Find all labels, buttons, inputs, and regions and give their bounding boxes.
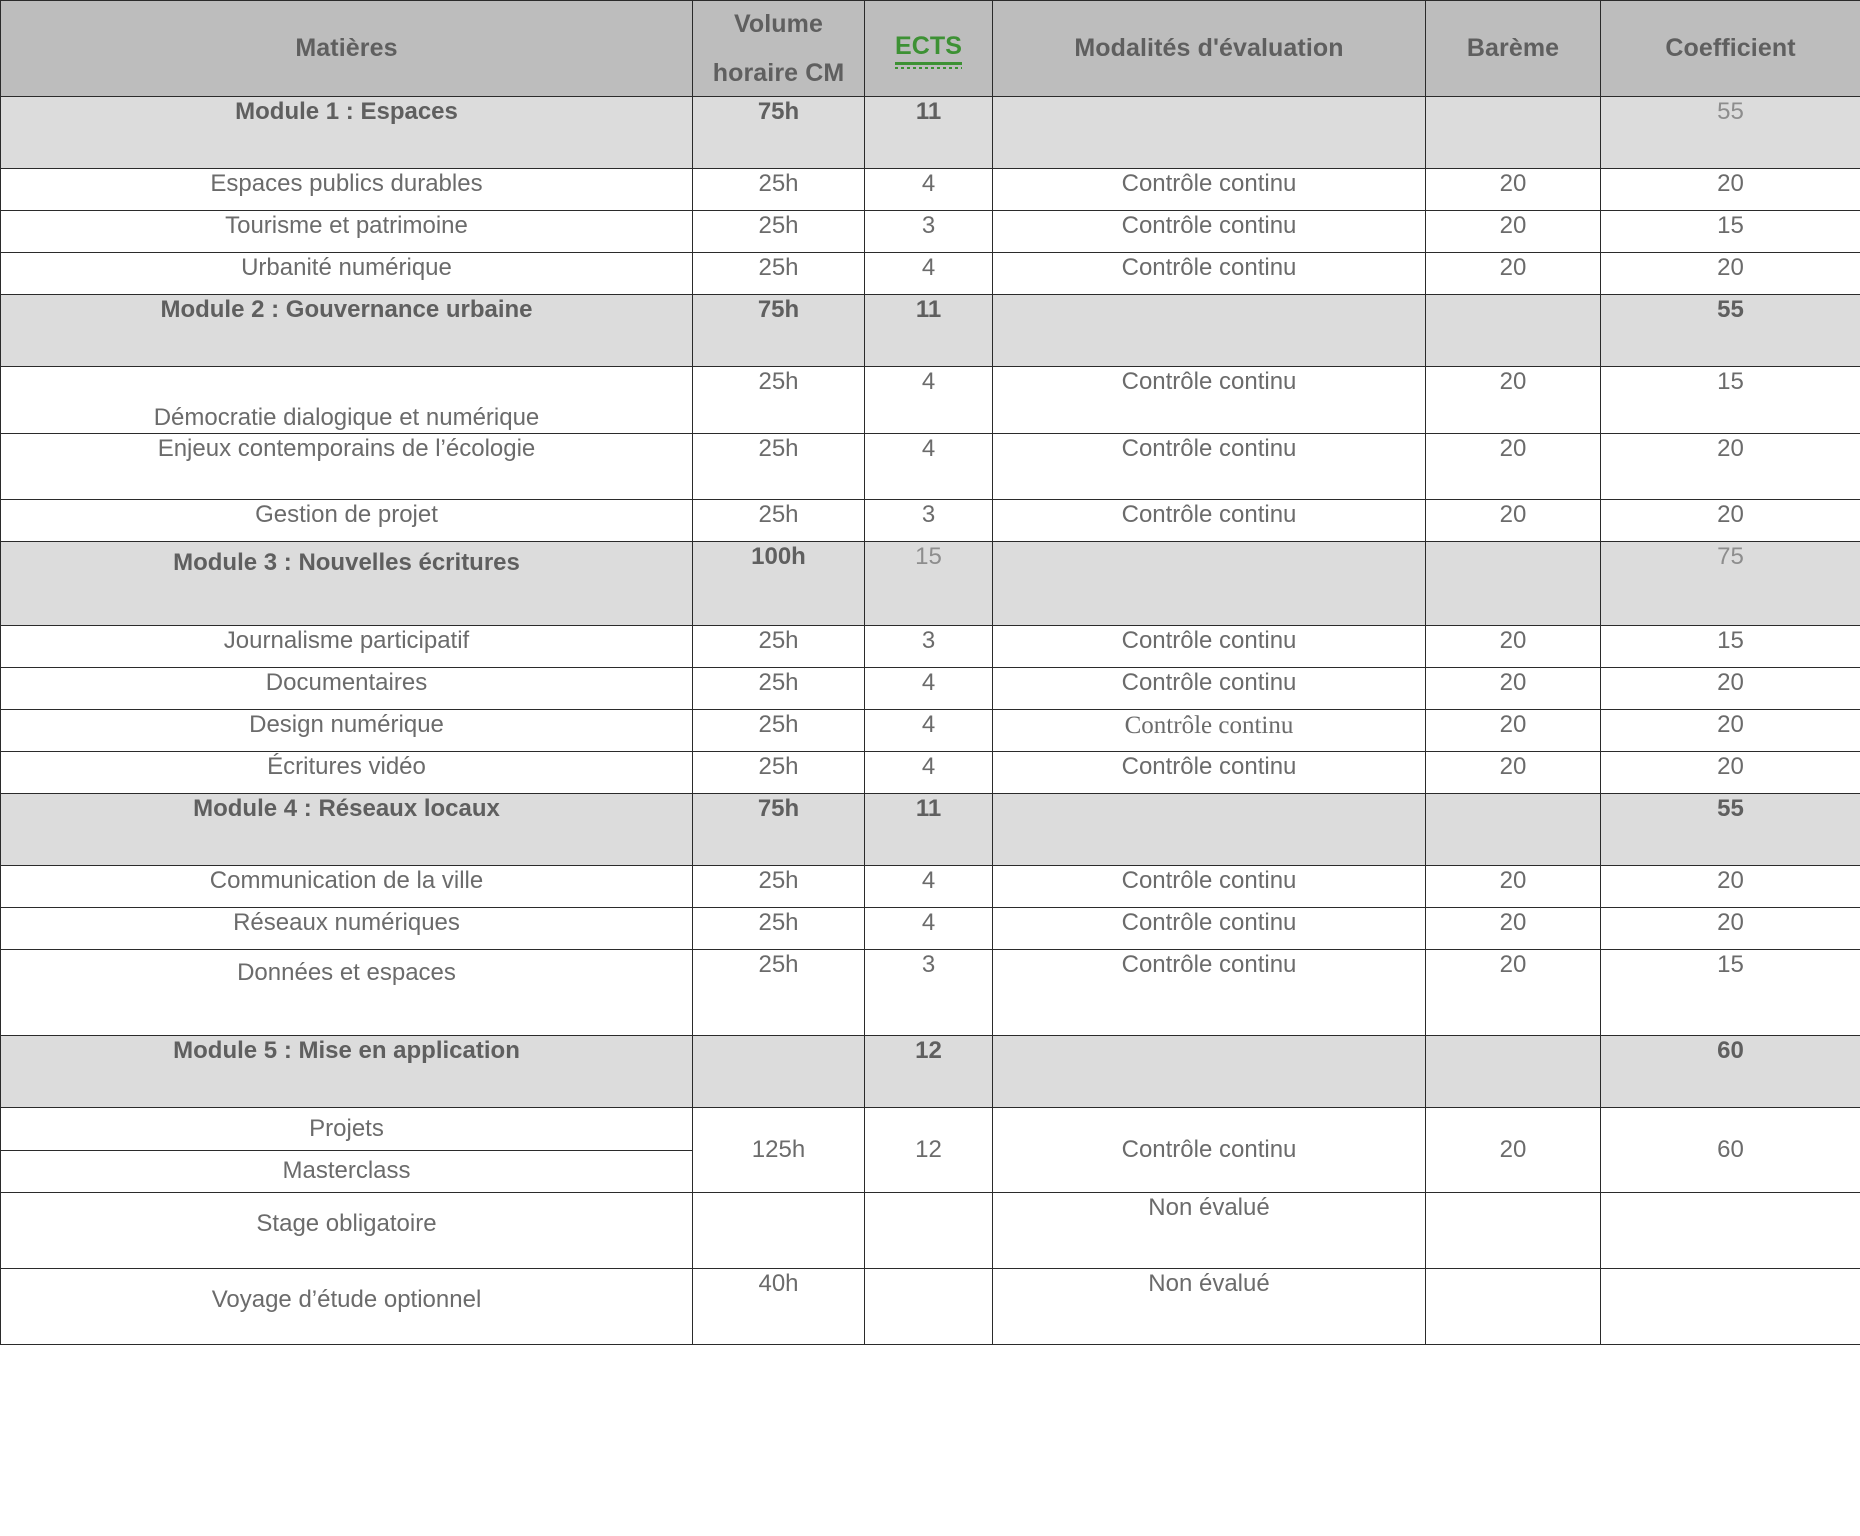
ects-cell-text: 11 bbox=[915, 795, 942, 822]
coefficient-cell-text: 75 bbox=[1717, 543, 1744, 570]
matieres-cell-text: Design numérique bbox=[249, 711, 444, 738]
coefficient-cell bbox=[1601, 794, 1860, 866]
matieres-cell-text: Tourisme et patrimoine bbox=[225, 212, 468, 239]
coefficient-cell bbox=[1601, 866, 1860, 908]
modalites-cell bbox=[993, 500, 1426, 542]
ects-cell-text: 11 bbox=[915, 296, 942, 323]
modalites-cell-text: Contrôle continu bbox=[1121, 254, 1297, 281]
modalites-cell bbox=[993, 668, 1426, 710]
bareme-cell-text: 20 bbox=[1499, 867, 1527, 894]
volume-cell bbox=[693, 1108, 865, 1193]
coefficient-cell-text: 55 bbox=[1717, 98, 1744, 125]
volume-cell bbox=[693, 169, 865, 211]
ects-cell-text: 12 bbox=[915, 1037, 942, 1064]
table-row bbox=[1, 434, 1860, 500]
matieres-cell-text: Documentaires bbox=[265, 669, 428, 696]
table-row bbox=[1, 866, 1860, 908]
coefficient-cell-text: 55 bbox=[1717, 795, 1744, 822]
volume-cell bbox=[693, 710, 865, 752]
bareme-cell-text: 20 bbox=[1499, 909, 1527, 936]
table-row bbox=[1, 626, 1860, 668]
modalites-cell bbox=[993, 169, 1426, 211]
bareme-cell-text: 20 bbox=[1499, 435, 1527, 462]
table-header-row bbox=[1, 1, 1860, 97]
column-header-matieres-label: Matières bbox=[295, 34, 398, 62]
bareme-cell-text: 20 bbox=[1499, 951, 1527, 978]
table-row bbox=[1, 1193, 1860, 1269]
modalites-cell bbox=[993, 1269, 1426, 1345]
coefficient-cell bbox=[1601, 500, 1860, 542]
modalites-cell bbox=[993, 794, 1426, 866]
bareme-cell-text: 20 bbox=[1499, 627, 1527, 654]
matieres-cell bbox=[1, 752, 693, 794]
volume-cell bbox=[693, 908, 865, 950]
coefficient-cell-text: 20 bbox=[1717, 435, 1744, 462]
coefficient-cell-text: 20 bbox=[1717, 867, 1744, 894]
coefficient-cell-text: 15 bbox=[1717, 951, 1744, 978]
coefficient-cell-text: 60 bbox=[1717, 1037, 1744, 1064]
coefficient-cell-text: 55 bbox=[1717, 296, 1744, 323]
subject-name-masterclass: Masterclass bbox=[282, 1157, 411, 1185]
matieres-cell bbox=[1, 253, 693, 295]
volume-cell-text: 125h bbox=[751, 1136, 806, 1163]
bareme-cell-text: 20 bbox=[1499, 753, 1527, 780]
modalites-cell bbox=[993, 866, 1426, 908]
bareme-cell-text: 20 bbox=[1499, 212, 1527, 239]
bareme-cell bbox=[1426, 97, 1601, 169]
ects-cell bbox=[865, 1193, 993, 1269]
modalites-cell-text: Contrôle continu bbox=[1121, 212, 1297, 239]
matieres-cell-text: Espaces publics durables bbox=[210, 170, 483, 197]
ects-cell-text: 4 bbox=[921, 435, 936, 462]
ects-cell bbox=[865, 97, 993, 169]
column-header-volume-line1: Volume bbox=[733, 9, 824, 38]
volume-cell-text: 25h bbox=[758, 711, 799, 738]
coefficient-cell bbox=[1601, 295, 1860, 367]
coefficient-cell bbox=[1601, 434, 1860, 500]
bareme-cell bbox=[1426, 1108, 1601, 1193]
bareme-cell bbox=[1426, 211, 1601, 253]
ects-cell bbox=[865, 710, 993, 752]
table-row bbox=[1, 668, 1860, 710]
matieres-cell bbox=[1, 794, 693, 866]
ects-cell-text: 3 bbox=[921, 212, 936, 239]
ects-cell-text: 4 bbox=[921, 753, 936, 780]
ects-cell-text: 4 bbox=[921, 368, 936, 395]
coefficient-cell bbox=[1601, 253, 1860, 295]
volume-cell bbox=[693, 211, 865, 253]
column-header-bareme bbox=[1426, 1, 1601, 97]
modalites-cell-text: Contrôle continu bbox=[1121, 753, 1297, 780]
ects-cell bbox=[865, 866, 993, 908]
bareme-cell bbox=[1426, 668, 1601, 710]
matieres-cell bbox=[1, 710, 693, 752]
subject-name-projets: Projets bbox=[309, 1114, 384, 1142]
modalites-cell-text: Contrôle continu bbox=[1121, 1136, 1297, 1163]
volume-cell-text: 25h bbox=[758, 951, 799, 978]
table-row bbox=[1, 752, 1860, 794]
coefficient-cell-text: 20 bbox=[1717, 254, 1744, 281]
modalites-cell bbox=[993, 253, 1426, 295]
matieres-cell bbox=[1, 434, 693, 500]
ects-cell-text: 4 bbox=[921, 669, 936, 696]
ects-cell bbox=[865, 367, 993, 434]
volume-cell-text: 25h bbox=[758, 212, 799, 239]
volume-cell-text: 25h bbox=[758, 669, 799, 696]
ects-cell bbox=[865, 500, 993, 542]
coefficient-cell-text: 20 bbox=[1717, 669, 1744, 696]
bareme-cell-text: 20 bbox=[1499, 1136, 1527, 1163]
volume-cell-text: 40h bbox=[758, 1270, 799, 1297]
coefficient-cell bbox=[1601, 211, 1860, 253]
coefficient-cell bbox=[1601, 950, 1860, 1036]
table-row bbox=[1, 950, 1860, 1036]
ects-cell bbox=[865, 542, 993, 626]
modalites-cell-text: Contrôle continu bbox=[1121, 669, 1297, 696]
volume-cell bbox=[693, 295, 865, 367]
ects-cell-text: 4 bbox=[921, 909, 936, 936]
table-row bbox=[1, 1108, 1860, 1193]
bareme-cell bbox=[1426, 253, 1601, 295]
modalites-cell-text: Contrôle continu bbox=[1121, 627, 1297, 654]
table-row bbox=[1, 253, 1860, 295]
volume-cell bbox=[693, 752, 865, 794]
volume-cell-text: 25h bbox=[758, 435, 799, 462]
coefficient-cell bbox=[1601, 97, 1860, 169]
volume-cell-text: 25h bbox=[758, 753, 799, 780]
table-row bbox=[1, 211, 1860, 253]
modalites-cell bbox=[993, 211, 1426, 253]
ects-cell-text: 3 bbox=[921, 627, 936, 654]
coefficient-cell-text: 15 bbox=[1717, 212, 1744, 239]
matieres-cell bbox=[1, 169, 693, 211]
table-body bbox=[1, 97, 1860, 1345]
modalites-cell-text: Contrôle continu bbox=[1121, 368, 1297, 395]
modalites-cell bbox=[993, 1108, 1426, 1193]
volume-cell-text: 25h bbox=[758, 627, 799, 654]
module-row bbox=[1, 794, 1860, 866]
volume-cell bbox=[693, 367, 865, 434]
ects-cell bbox=[865, 295, 993, 367]
volume-cell bbox=[693, 626, 865, 668]
coefficient-cell bbox=[1601, 752, 1860, 794]
bareme-cell bbox=[1426, 794, 1601, 866]
modalites-cell-text: Contrôle continu bbox=[1121, 170, 1297, 197]
ects-cell-text: 15 bbox=[915, 543, 942, 570]
matieres-cell-text: Enjeux contemporains de l’écologie bbox=[157, 435, 536, 462]
coefficient-cell bbox=[1601, 542, 1860, 626]
ects-cell-text: 11 bbox=[915, 98, 942, 125]
coefficient-cell-text: 60 bbox=[1717, 1136, 1744, 1163]
matieres-cell bbox=[1, 542, 693, 626]
coefficient-cell bbox=[1601, 1036, 1860, 1108]
column-header-bareme-label: Barème bbox=[1466, 34, 1560, 62]
volume-cell-text: 75h bbox=[757, 296, 800, 323]
column-header-modalites-label: Modalités d'évaluation bbox=[1074, 34, 1344, 62]
ects-cell bbox=[865, 626, 993, 668]
matieres-cell bbox=[1, 97, 693, 169]
coefficient-cell bbox=[1601, 710, 1860, 752]
ects-cell bbox=[865, 253, 993, 295]
modalites-cell bbox=[993, 542, 1426, 626]
coefficient-cell bbox=[1601, 1193, 1860, 1269]
volume-cell bbox=[693, 794, 865, 866]
matieres-cell-text: Module 2 : Gouvernance urbaine bbox=[160, 296, 533, 323]
ects-cell bbox=[865, 950, 993, 1036]
coefficient-cell-text: 20 bbox=[1717, 501, 1744, 528]
bareme-cell bbox=[1426, 1036, 1601, 1108]
matieres-cell bbox=[1, 626, 693, 668]
ects-cell bbox=[865, 794, 993, 866]
volume-cell bbox=[693, 500, 865, 542]
column-header-ects bbox=[865, 1, 993, 97]
matieres-cell bbox=[1, 211, 693, 253]
modalites-cell bbox=[993, 752, 1426, 794]
bareme-cell-text: 20 bbox=[1499, 368, 1527, 395]
module-row bbox=[1, 97, 1860, 169]
volume-cell-text: 75h bbox=[757, 98, 800, 125]
matieres-cell-text: Module 4 : Réseaux locaux bbox=[193, 795, 500, 822]
bareme-cell bbox=[1426, 169, 1601, 211]
table-row bbox=[1, 500, 1860, 542]
bareme-cell bbox=[1426, 434, 1601, 500]
coefficient-cell-text: 20 bbox=[1717, 909, 1744, 936]
bareme-cell bbox=[1426, 1269, 1601, 1345]
modalites-cell-text: Contrôle continu bbox=[1121, 867, 1297, 894]
bareme-cell-text: 20 bbox=[1499, 254, 1527, 281]
matieres-cell-split bbox=[1, 1108, 693, 1193]
ects-link[interactable]: ECTS bbox=[895, 32, 962, 65]
modalites-cell bbox=[993, 295, 1426, 367]
modalites-cell-text: Non évalué bbox=[1148, 1270, 1270, 1297]
matieres-cell-text: Module 3 : Nouvelles écritures bbox=[173, 549, 520, 576]
matieres-cell bbox=[1, 1269, 693, 1345]
table-row bbox=[1, 908, 1860, 950]
ects-cell bbox=[865, 908, 993, 950]
matieres-cell bbox=[1, 668, 693, 710]
bareme-cell bbox=[1426, 950, 1601, 1036]
volume-cell bbox=[693, 668, 865, 710]
ects-cell bbox=[865, 434, 993, 500]
modalites-cell-text: Contrôle continu bbox=[1121, 909, 1297, 936]
table-row bbox=[1, 710, 1860, 752]
bareme-cell bbox=[1426, 542, 1601, 626]
volume-cell-text: 75h bbox=[757, 795, 800, 822]
matieres-cell-text: Gestion de projet bbox=[255, 501, 438, 528]
modalites-cell-text: Contrôle continu bbox=[1121, 435, 1297, 462]
matieres-cell-text: Module 1 : Espaces bbox=[235, 98, 458, 125]
volume-cell-text: 25h bbox=[758, 501, 799, 528]
matieres-cell bbox=[1, 367, 693, 434]
modalites-cell-text: Non évalué bbox=[1148, 1194, 1270, 1221]
bareme-cell bbox=[1426, 500, 1601, 542]
matieres-cell-text: Urbanité numérique bbox=[241, 254, 452, 281]
column-header-modalites bbox=[993, 1, 1426, 97]
ects-cell bbox=[865, 668, 993, 710]
volume-cell bbox=[693, 1036, 865, 1108]
bareme-cell-text: 20 bbox=[1499, 170, 1527, 197]
ects-cell-text: 4 bbox=[921, 170, 936, 197]
matieres-cell bbox=[1, 1193, 693, 1269]
modalites-cell bbox=[993, 1036, 1426, 1108]
modalites-cell-text: Contrôle continu bbox=[1121, 501, 1297, 528]
column-header-volume-line2: horaire CM bbox=[712, 58, 845, 87]
table-row bbox=[1, 367, 1860, 434]
modalites-cell bbox=[993, 950, 1426, 1036]
coefficient-cell bbox=[1601, 367, 1860, 434]
bareme-cell bbox=[1426, 866, 1601, 908]
matieres-cell-text: Module 5 : Mise en application bbox=[173, 1037, 520, 1064]
matieres-cell bbox=[1, 950, 693, 1036]
modalites-cell bbox=[993, 626, 1426, 668]
coefficient-cell bbox=[1601, 1108, 1860, 1193]
column-header-volume bbox=[693, 1, 865, 97]
column-header-matieres bbox=[1, 1, 693, 97]
modalites-cell bbox=[993, 908, 1426, 950]
matieres-cell bbox=[1, 500, 693, 542]
ects-cell-text: 4 bbox=[921, 867, 936, 894]
matieres-cell-text: Journalisme participatif bbox=[223, 627, 470, 654]
modalites-cell-text: Contrôle continu bbox=[1124, 712, 1294, 739]
coefficient-cell bbox=[1601, 908, 1860, 950]
modalites-cell bbox=[993, 434, 1426, 500]
matieres-cell-text: Communication de la ville bbox=[209, 867, 484, 894]
ects-cell-text: 4 bbox=[921, 711, 936, 738]
coefficient-cell bbox=[1601, 626, 1860, 668]
volume-cell bbox=[693, 950, 865, 1036]
ects-cell bbox=[865, 211, 993, 253]
volume-cell bbox=[693, 1193, 865, 1269]
volume-cell-text: 25h bbox=[758, 909, 799, 936]
table-row bbox=[1, 1269, 1860, 1345]
matieres-cell-text: Écritures vidéo bbox=[267, 753, 426, 780]
volume-cell-text: 25h bbox=[758, 368, 799, 395]
volume-cell-text: 25h bbox=[758, 254, 799, 281]
volume-cell bbox=[693, 542, 865, 626]
table-row bbox=[1, 169, 1860, 211]
coefficient-cell bbox=[1601, 668, 1860, 710]
ects-cell-text: 12 bbox=[915, 1136, 942, 1163]
module-row bbox=[1, 1036, 1860, 1108]
bareme-cell bbox=[1426, 1193, 1601, 1269]
coefficient-cell-text: 15 bbox=[1717, 627, 1744, 654]
volume-cell-text: 25h bbox=[758, 170, 799, 197]
matieres-cell bbox=[1, 866, 693, 908]
matieres-cell bbox=[1, 908, 693, 950]
volume-cell bbox=[693, 1269, 865, 1345]
matieres-cell bbox=[1, 295, 693, 367]
ects-cell bbox=[865, 752, 993, 794]
coefficient-cell-text: 20 bbox=[1717, 170, 1744, 197]
volume-cell bbox=[693, 253, 865, 295]
coefficient-cell bbox=[1601, 1269, 1860, 1345]
matieres-cell-text: Voyage d’étude optionnel bbox=[211, 1286, 482, 1313]
bareme-cell-text: 20 bbox=[1499, 711, 1527, 738]
coefficient-cell-text: 15 bbox=[1717, 368, 1744, 395]
coefficient-cell-text: 20 bbox=[1717, 753, 1744, 780]
modalites-cell bbox=[993, 710, 1426, 752]
volume-cell bbox=[693, 866, 865, 908]
module-row bbox=[1, 542, 1860, 626]
bareme-cell bbox=[1426, 367, 1601, 434]
modalites-cell bbox=[993, 367, 1426, 434]
matieres-cell-text: Réseaux numériques bbox=[233, 909, 460, 936]
volume-cell bbox=[693, 97, 865, 169]
bareme-cell bbox=[1426, 710, 1601, 752]
bareme-cell bbox=[1426, 908, 1601, 950]
ects-cell bbox=[865, 1036, 993, 1108]
ects-cell bbox=[865, 1108, 993, 1193]
matieres-cell-text: Données et espaces bbox=[237, 959, 456, 986]
bareme-cell-text: 20 bbox=[1499, 669, 1527, 696]
modalites-cell bbox=[993, 1193, 1426, 1269]
ects-cell-text: 3 bbox=[921, 951, 936, 978]
matieres-cell-text: Démocratie dialogique et numérique bbox=[153, 404, 540, 431]
coefficient-cell-text: 20 bbox=[1717, 711, 1744, 738]
ects-cell-text: 3 bbox=[921, 501, 936, 528]
ects-cell bbox=[865, 1269, 993, 1345]
modalites-cell bbox=[993, 97, 1426, 169]
matieres-cell-text: Stage obligatoire bbox=[256, 1210, 437, 1237]
coefficient-cell bbox=[1601, 169, 1860, 211]
matieres-cell bbox=[1, 1036, 693, 1108]
modalites-cell-text: Contrôle continu bbox=[1121, 951, 1297, 978]
ects-cell bbox=[865, 169, 993, 211]
column-header-coefficient bbox=[1601, 1, 1860, 97]
bareme-cell bbox=[1426, 295, 1601, 367]
bareme-cell bbox=[1426, 626, 1601, 668]
volume-cell-text: 100h bbox=[751, 543, 806, 570]
volume-cell bbox=[693, 434, 865, 500]
ects-cell-text: 4 bbox=[921, 254, 936, 281]
bareme-cell bbox=[1426, 752, 1601, 794]
volume-cell-text: 25h bbox=[758, 867, 799, 894]
bareme-cell-text: 20 bbox=[1499, 501, 1527, 528]
module-row bbox=[1, 295, 1860, 367]
column-header-coefficient-label: Coefficient bbox=[1665, 34, 1796, 62]
